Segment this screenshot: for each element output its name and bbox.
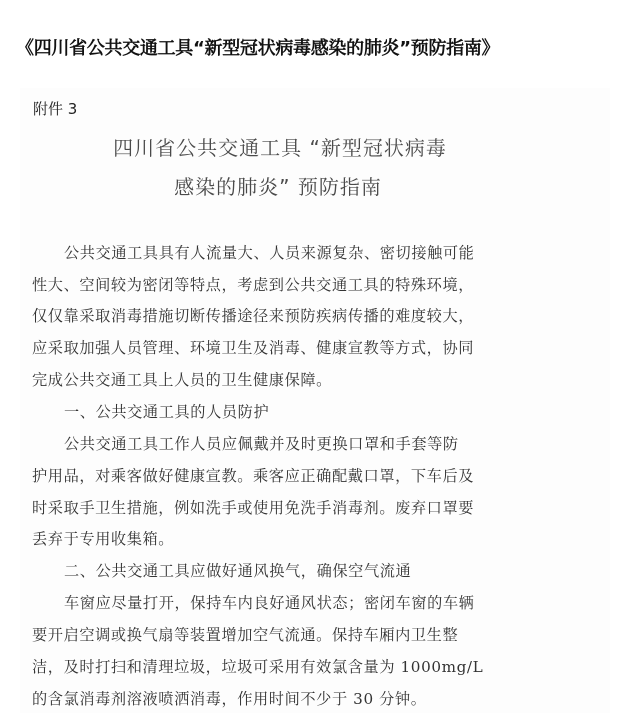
- document-title-line-2: 感染的肺炎” 预防指南: [174, 175, 382, 199]
- body-line: 洁，及时打扫和清理垃圾，垃圾可采用有效氯含量为 1000mg/L: [32, 658, 484, 676]
- document-title-line-1: 四川省公共交通工具 “新型冠状病毒: [113, 136, 447, 160]
- section-heading: 一、公共交通工具的人员防护: [64, 403, 270, 421]
- body-line: 的含氯消毒剂溶液喷洒消毒，作用时间不少于 30 分钟。: [32, 690, 427, 708]
- body-line: 性大、空间较为密闭等特点，考虑到公共交通工具的特殊环境，: [32, 276, 475, 294]
- body-line: 完成公共交通工具上人员的卫生健康保障。: [32, 371, 332, 389]
- attachment-label: 附件 3: [33, 100, 78, 118]
- document-scan: [20, 88, 610, 713]
- body-line: 应采取加强人员管理、环境卫生及消毒、健康宣教等方式，协同: [32, 339, 475, 357]
- body-line: 护用品，对乘客做好健康宣教。乘客应正确配戴口罩，下车后及: [32, 467, 475, 485]
- body-line: 时采取手卫生措施，例如洗手或使用免洗手消毒剂。废弃口罩要: [32, 499, 475, 517]
- body-line: 丢弃于专用收集箱。: [32, 530, 175, 548]
- body-line: 仅仅靠采取消毒措施切断传播途径来预防疾病传播的难度较大，: [32, 307, 475, 325]
- section-heading: 二、公共交通工具应做好通风换气，确保空气流通: [64, 562, 412, 580]
- body-line: 要开启空调或换气扇等装置增加空气流通。保持车厢内卫生整: [32, 626, 459, 644]
- body-line: 公共交通工具工作人员应佩戴并及时更换口罩和手套等防: [64, 435, 459, 453]
- article-heading: 《四川省公共交通工具“新型冠状病毒感染的肺炎”预防指南》: [16, 38, 500, 59]
- body-line: 公共交通工具具有人流量大、人员来源复杂、密切接触可能: [64, 244, 475, 262]
- body-line: 车窗应尽量打开，保持车内良好通风状态；密闭车窗的车辆: [64, 594, 475, 612]
